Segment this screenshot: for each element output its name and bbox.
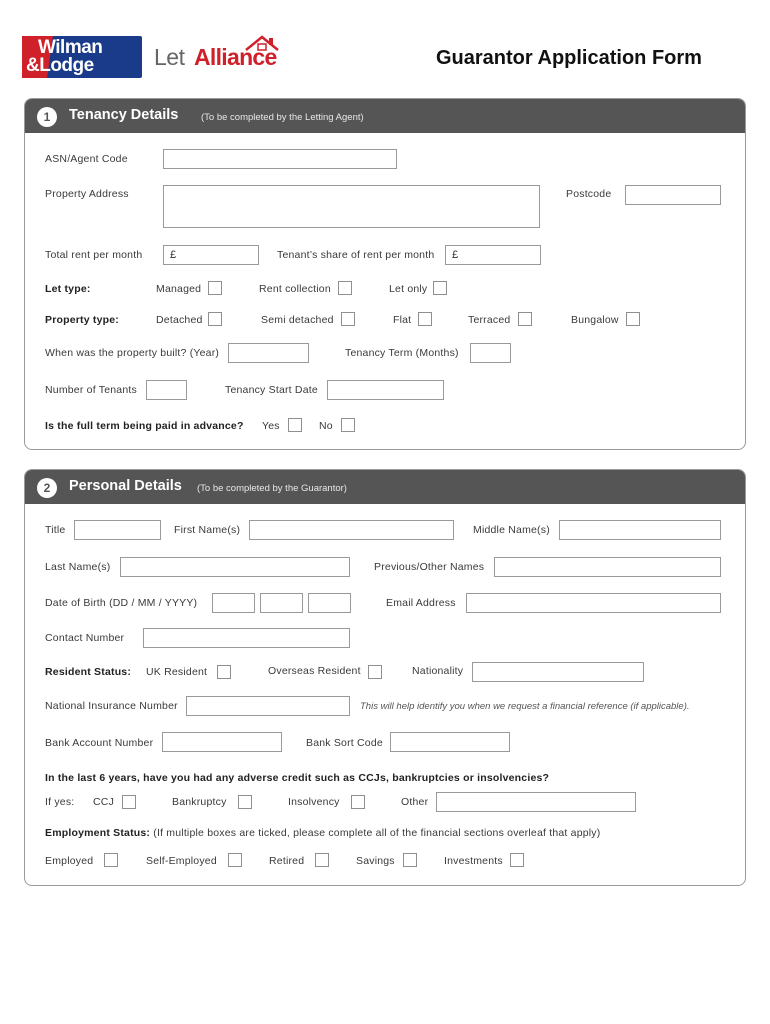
ni-number-label: National Insurance Number [45, 700, 178, 712]
first-name-input[interactable] [249, 520, 454, 540]
sort-code-label: Bank Sort Code [306, 737, 383, 749]
ccj-checkbox[interactable] [122, 795, 136, 809]
property-address-label: Property Address [45, 188, 129, 200]
savings-checkbox[interactable] [403, 853, 417, 867]
middle-name-input[interactable] [559, 520, 721, 540]
property-built-input[interactable] [228, 343, 309, 363]
property-type-semi-checkbox[interactable] [341, 312, 355, 326]
ccj-label: CCJ [93, 796, 115, 808]
investments-label: Investments [444, 855, 503, 867]
property-type-bungalow-label: Bungalow [571, 314, 619, 326]
employment-status-note: (If multiple boxes are ticked, please complete all of the financial sections overleaf that apply) [153, 827, 601, 839]
page-title: Guarantor Application Form [436, 47, 702, 69]
asn-label: ASN/Agent Code [45, 153, 128, 165]
let-type-managed-checkbox[interactable] [208, 281, 222, 295]
section-title: Personal Details [69, 478, 182, 494]
contact-number-label: Contact Number [45, 632, 125, 644]
dob-day-input[interactable] [212, 593, 255, 613]
dob-label: Date of Birth (DD / MM / YYYY) [45, 597, 198, 609]
section-header [25, 470, 745, 504]
overseas-resident-checkbox[interactable] [368, 665, 382, 679]
tenant-share-input[interactable] [445, 245, 541, 265]
advance-no-checkbox[interactable] [341, 418, 355, 432]
retired-label: Retired [269, 855, 305, 867]
logo-wilman-text: Wilman [38, 37, 103, 58]
property-type-terraced-checkbox[interactable] [518, 312, 532, 326]
let-type-rent-collection-label: Rent collection [259, 283, 331, 295]
pound-sign: £ [170, 249, 177, 261]
email-label: Email Address [386, 597, 456, 609]
title-label: Title [45, 524, 66, 536]
dob-month-input[interactable] [260, 593, 303, 613]
tenancy-start-label: Tenancy Start Date [225, 384, 318, 396]
advance-no-label: No [319, 420, 333, 432]
let-type-let-only-label: Let only [389, 283, 428, 295]
if-yes-label: If yes: [45, 796, 75, 808]
let-type-managed-label: Managed [156, 283, 202, 295]
section-title: Tenancy Details [69, 107, 179, 123]
bankruptcy-checkbox[interactable] [238, 795, 252, 809]
pound-sign: £ [452, 249, 459, 261]
property-type-label: Property type: [45, 314, 119, 326]
nationality-input[interactable] [472, 662, 644, 682]
tenancy-term-label: Tenancy Term (Months) [345, 347, 459, 359]
title-input[interactable] [74, 520, 161, 540]
section-header [25, 99, 745, 133]
section-number: 1 [37, 107, 57, 127]
uk-resident-label: UK Resident [146, 666, 208, 678]
property-type-flat-checkbox[interactable] [418, 312, 432, 326]
adverse-credit-question: In the last 6 years, have you had any adverse credit such as CCJs, bankruptcies or insolvencies? [45, 772, 550, 784]
employed-label: Employed [45, 855, 94, 867]
asn-input[interactable] [163, 149, 397, 169]
self-employed-label: Self-Employed [146, 855, 217, 867]
number-of-tenants-label: Number of Tenants [45, 384, 137, 396]
ni-number-input[interactable] [186, 696, 350, 716]
bankruptcy-label: Bankruptcy [172, 796, 227, 808]
bank-account-label: Bank Account Number [45, 737, 154, 749]
investments-checkbox[interactable] [510, 853, 524, 867]
advance-payment-label: Is the full term being paid in advance? [45, 420, 244, 432]
property-address-input[interactable] [163, 185, 540, 228]
tenancy-start-input[interactable] [327, 380, 444, 400]
sort-code-input[interactable] [390, 732, 510, 752]
savings-label: Savings [356, 855, 395, 867]
uk-resident-checkbox[interactable] [217, 665, 231, 679]
tenant-share-label: Tenant’s share of rent per month [277, 249, 435, 261]
tenancy-term-input[interactable] [470, 343, 511, 363]
logo-let-text: Let [154, 44, 185, 70]
insolvency-checkbox[interactable] [351, 795, 365, 809]
retired-checkbox[interactable] [315, 853, 329, 867]
bank-account-input[interactable] [162, 732, 282, 752]
total-rent-input[interactable] [163, 245, 259, 265]
number-of-tenants-input[interactable] [146, 380, 187, 400]
previous-names-label: Previous/Other Names [374, 561, 485, 573]
employment-status-label: Employment Status: [45, 827, 151, 839]
contact-number-input[interactable] [143, 628, 350, 648]
overseas-resident-label: Overseas Resident [268, 665, 361, 677]
property-type-semi-label: Semi detached [261, 314, 334, 326]
section-subtitle: (To be completed by the Letting Agent) [201, 112, 364, 123]
last-name-label: Last Name(s) [45, 561, 111, 573]
property-type-bungalow-checkbox[interactable] [626, 312, 640, 326]
postcode-label: Postcode [566, 188, 612, 200]
nationality-label: Nationality [412, 665, 464, 677]
property-type-detached-checkbox[interactable] [208, 312, 222, 326]
insolvency-label: Insolvency [288, 796, 340, 808]
advance-yes-label: Yes [262, 420, 280, 432]
advance-yes-checkbox[interactable] [288, 418, 302, 432]
middle-name-label: Middle Name(s) [473, 524, 550, 536]
other-input[interactable] [436, 792, 636, 812]
last-name-input[interactable] [120, 557, 350, 577]
other-label: Other [401, 796, 429, 808]
resident-status-label: Resident Status: [45, 666, 132, 678]
property-type-flat-label: Flat [393, 314, 412, 326]
property-type-terraced-label: Terraced [468, 314, 511, 326]
postcode-input[interactable] [625, 185, 721, 205]
employed-checkbox[interactable] [104, 853, 118, 867]
let-type-let-only-checkbox[interactable] [433, 281, 447, 295]
total-rent-label: Total rent per month [45, 249, 143, 261]
property-type-detached-label: Detached [156, 314, 203, 326]
let-type-label: Let type: [45, 283, 91, 295]
wilman-lodge-logo [22, 36, 142, 78]
self-employed-checkbox[interactable] [228, 853, 242, 867]
section-number: 2 [37, 478, 57, 498]
first-name-label: First Name(s) [174, 524, 241, 536]
previous-names-input[interactable] [494, 557, 721, 577]
logo-lodge-text: &Lodge [26, 55, 94, 76]
section-subtitle: (To be completed by the Guarantor) [197, 483, 347, 494]
email-input[interactable] [466, 593, 721, 613]
property-built-label: When was the property built? (Year) [45, 347, 220, 359]
letalliance-logo [154, 34, 288, 74]
logo-alliance-text: Alliance [194, 44, 277, 70]
let-type-rent-collection-checkbox[interactable] [338, 281, 352, 295]
employment-status-line [45, 827, 600, 839]
dob-year-input[interactable] [308, 593, 351, 613]
ni-note: This will help identify you when we request a financial reference (if applicable). [360, 701, 690, 712]
